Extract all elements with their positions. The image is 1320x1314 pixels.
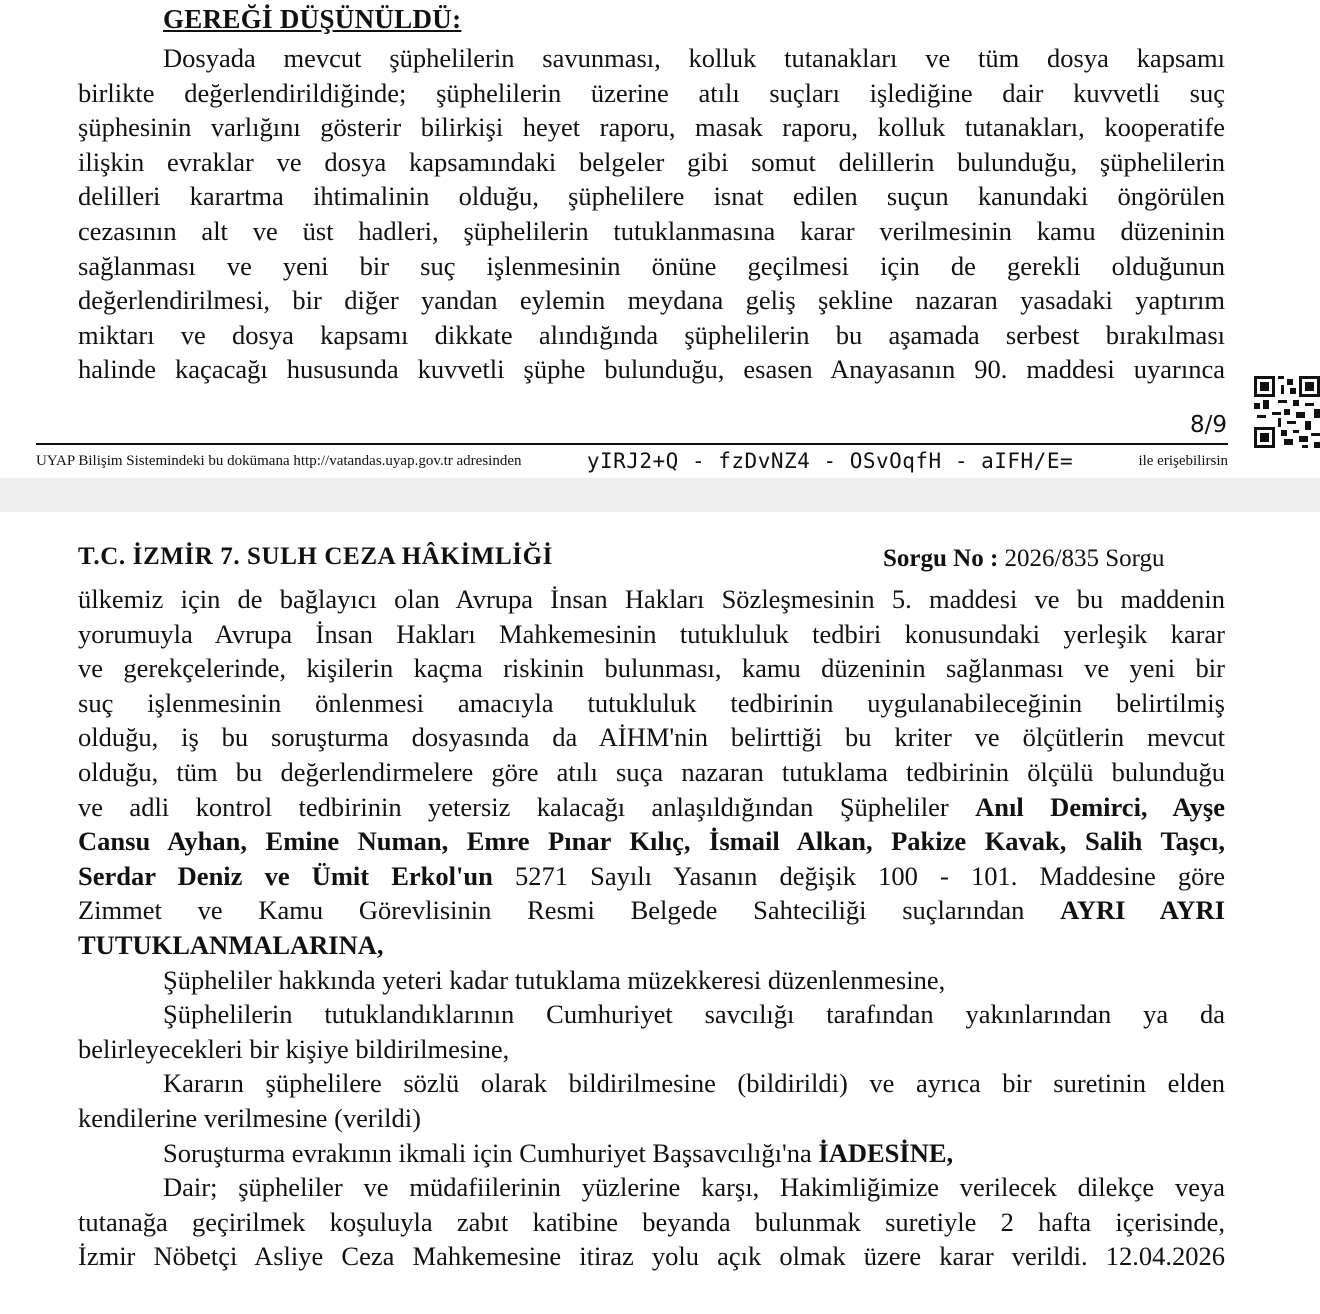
suspect-names: Cansu Ayhan, Emine Numan, Emre Pınar Kılıç, İsmail Alkan, Pakize Kavak, Salih Taşcı, bbox=[78, 826, 1225, 857]
court-title: T.C. İZMİR 7. SULH CEZA HÂKİMLİĞİ bbox=[78, 543, 553, 570]
text-line: kendilerine verilmesine (verildi) bbox=[78, 1102, 421, 1133]
section-heading: GEREĞİ DÜŞÜNÜLDÜ: bbox=[163, 4, 462, 34]
qr-code-icon bbox=[1254, 376, 1320, 448]
reasoning-paragraph bbox=[78, 41, 1225, 387]
text-line: şüphesinin varlığını gösterir bilirkişi heyet raporu, masak raporu, kolluk tutanakları, kooperatife bbox=[78, 112, 1225, 143]
text-line: suç işlenmesinin önlenmesi amacıyla tutukluluk tedbirinin uygulanabileceğinin belirtilmiş bbox=[78, 687, 1225, 718]
text-line bbox=[78, 893, 1225, 928]
text-line: tutanağa geçirilmek koşuluyla zabıt katibine beyanda bulunmak suretiyle 2 hafta içerisinde, bbox=[78, 1206, 1225, 1237]
text-line bbox=[78, 1136, 1225, 1171]
text-line: miktarı ve dosya kapsamı dikkate alındığında şüphelilerin bu aşamada serbest bırakılması bbox=[78, 319, 1225, 350]
text-line: değerlendirilmesi, bir diğer yandan eylemin meydana geliş şekline nazaran yasadaki yaptırım bbox=[78, 285, 1225, 316]
text-line: ve gerekçelerinde, kişilerin kaçma riskinin bulunması, kamu düzeninin sağlanması ve yeni bir bbox=[78, 653, 1225, 684]
query-number bbox=[883, 545, 1165, 573]
footer-divider bbox=[36, 443, 1228, 445]
document-page-top bbox=[0, 0, 1320, 478]
query-number-label: Sorgu No : bbox=[883, 545, 999, 572]
text-run: ve adli kontrol tedbirinin yetersiz kalacağı anlaşıldığından Şüpheliler bbox=[78, 791, 949, 822]
text-line: ilişkin evraklar ve dosya kapsamındaki belgeler gibi somut delillerin bulunduğu, şüphelilerin bbox=[78, 146, 1225, 177]
text-run: Zimmet ve Kamu Görevlisinin Resmi Belgede Sahteciliği suçlarından bbox=[78, 895, 1025, 926]
text-line: delilleri karartma ihtimalinin olduğu, şüphelilere isnat edilen suçun kanundaki öngörülen bbox=[78, 181, 1225, 212]
text-run: 5271 Sayılı Yasanın değişik 100 - 101. Maddesine göre bbox=[515, 860, 1225, 891]
text-line bbox=[78, 790, 1225, 825]
text-line: halinde kaçacağı hususunda kuvvetli şüphe bulunduğu, esasen Anayasanın 90. maddesi uyarınca bbox=[78, 354, 1225, 385]
text-line: Şüpheliler hakkında yeteri kadar tutuklama müzekkeresi düzenlenmesine, bbox=[163, 964, 946, 995]
text-line: Kararın şüphelilere sözlü olarak bildirilmesine (bildirildi) ve ayrıca bir suretinin elden bbox=[163, 1068, 1225, 1099]
page-separator bbox=[0, 478, 1320, 512]
text-line: Dosyada mevcut şüphelilerin savunması, kolluk tutanakları ve tüm dosya kapsamı bbox=[163, 43, 1225, 73]
decision-text bbox=[78, 582, 1225, 1274]
text-line: İzmir Nöbetçi Asliye Ceza Mahkemesine itiraz yolu açık olmak üzere karar verildi. 12.04.2026 bbox=[78, 1241, 1225, 1272]
text-line: ülkemiz için de bağlayıcı olan Avrupa İnsan Hakları Sözleşmesinin 5. maddesi ve bu maddenin bbox=[78, 584, 1225, 614]
text-line: sağlanması ve yeni bir suç işlenmesinin önüne geçilmesi için de gerekli olduğunun bbox=[78, 250, 1225, 281]
suspect-names: Serdar Deniz ve Ümit Erkol'un bbox=[78, 860, 493, 891]
text-run: Soruşturma evrakının ikmali için Cumhuriyet Başsavcılığı'na bbox=[163, 1137, 812, 1168]
text-line: yorumuyla Avrupa İnsan Hakları Mahkemesinin tutukluluk tedbiri konusundaki yerleşik karar bbox=[78, 618, 1225, 649]
page-number: 8/9 bbox=[1190, 412, 1228, 438]
text-line: belirleyecekleri bir kişiye bildirilmesine, bbox=[78, 1033, 510, 1064]
footer-suffix: ile erişebilirsin bbox=[1138, 452, 1228, 469]
text-line bbox=[78, 859, 1225, 894]
text-line: cezasının alt ve üst hadleri, şüphelilerin tutuklanmasına karar verilmesinin kamu düzeninin bbox=[78, 215, 1225, 246]
verification-code: yIRJ2+Q - fzDvNZ4 - OSvOqfH - aIFH/E= bbox=[586, 449, 1074, 473]
document-footer bbox=[36, 448, 1228, 474]
decision-keyword: İADESİNE, bbox=[818, 1137, 954, 1168]
decision-keyword: AYRI AYRI bbox=[1060, 895, 1226, 926]
text-line: Şüphelilerin tutuklandıklarının Cumhuriyet savcılığı tarafından yakınlarından ya da bbox=[163, 999, 1225, 1030]
text-line: olduğu, tüm bu değerlendirmelere göre atılı suça nazaran tutuklama tedbirinin ölçülü bulunduğu bbox=[78, 756, 1225, 787]
text-line: olduğu, iş bu soruşturma dosyasında da AİHM'nin belirttiği bu kriter ve ölçütlerin mevcut bbox=[78, 722, 1225, 753]
footer-prefix: UYAP Bilişim Sistemindeki bu dokümana http://vatandas.uyap.gov.tr adresinden bbox=[36, 452, 522, 469]
decision-keyword: TUTUKLANMALARINA, bbox=[78, 929, 384, 960]
text-line: Dair; şüpheliler ve müdafiilerinin yüzlerine karşı, Hakimliğimize verilecek dilekçe veya bbox=[163, 1172, 1225, 1203]
text-line: birlikte değerlendirildiğinde; şüphelilerin üzerine atılı suçları işlediğine dair kuvvetli suç bbox=[78, 77, 1225, 108]
suspect-names: Anıl Demirci, Ayşe bbox=[975, 791, 1226, 822]
query-number-value: 2026/835 Sorgu bbox=[1004, 545, 1165, 572]
